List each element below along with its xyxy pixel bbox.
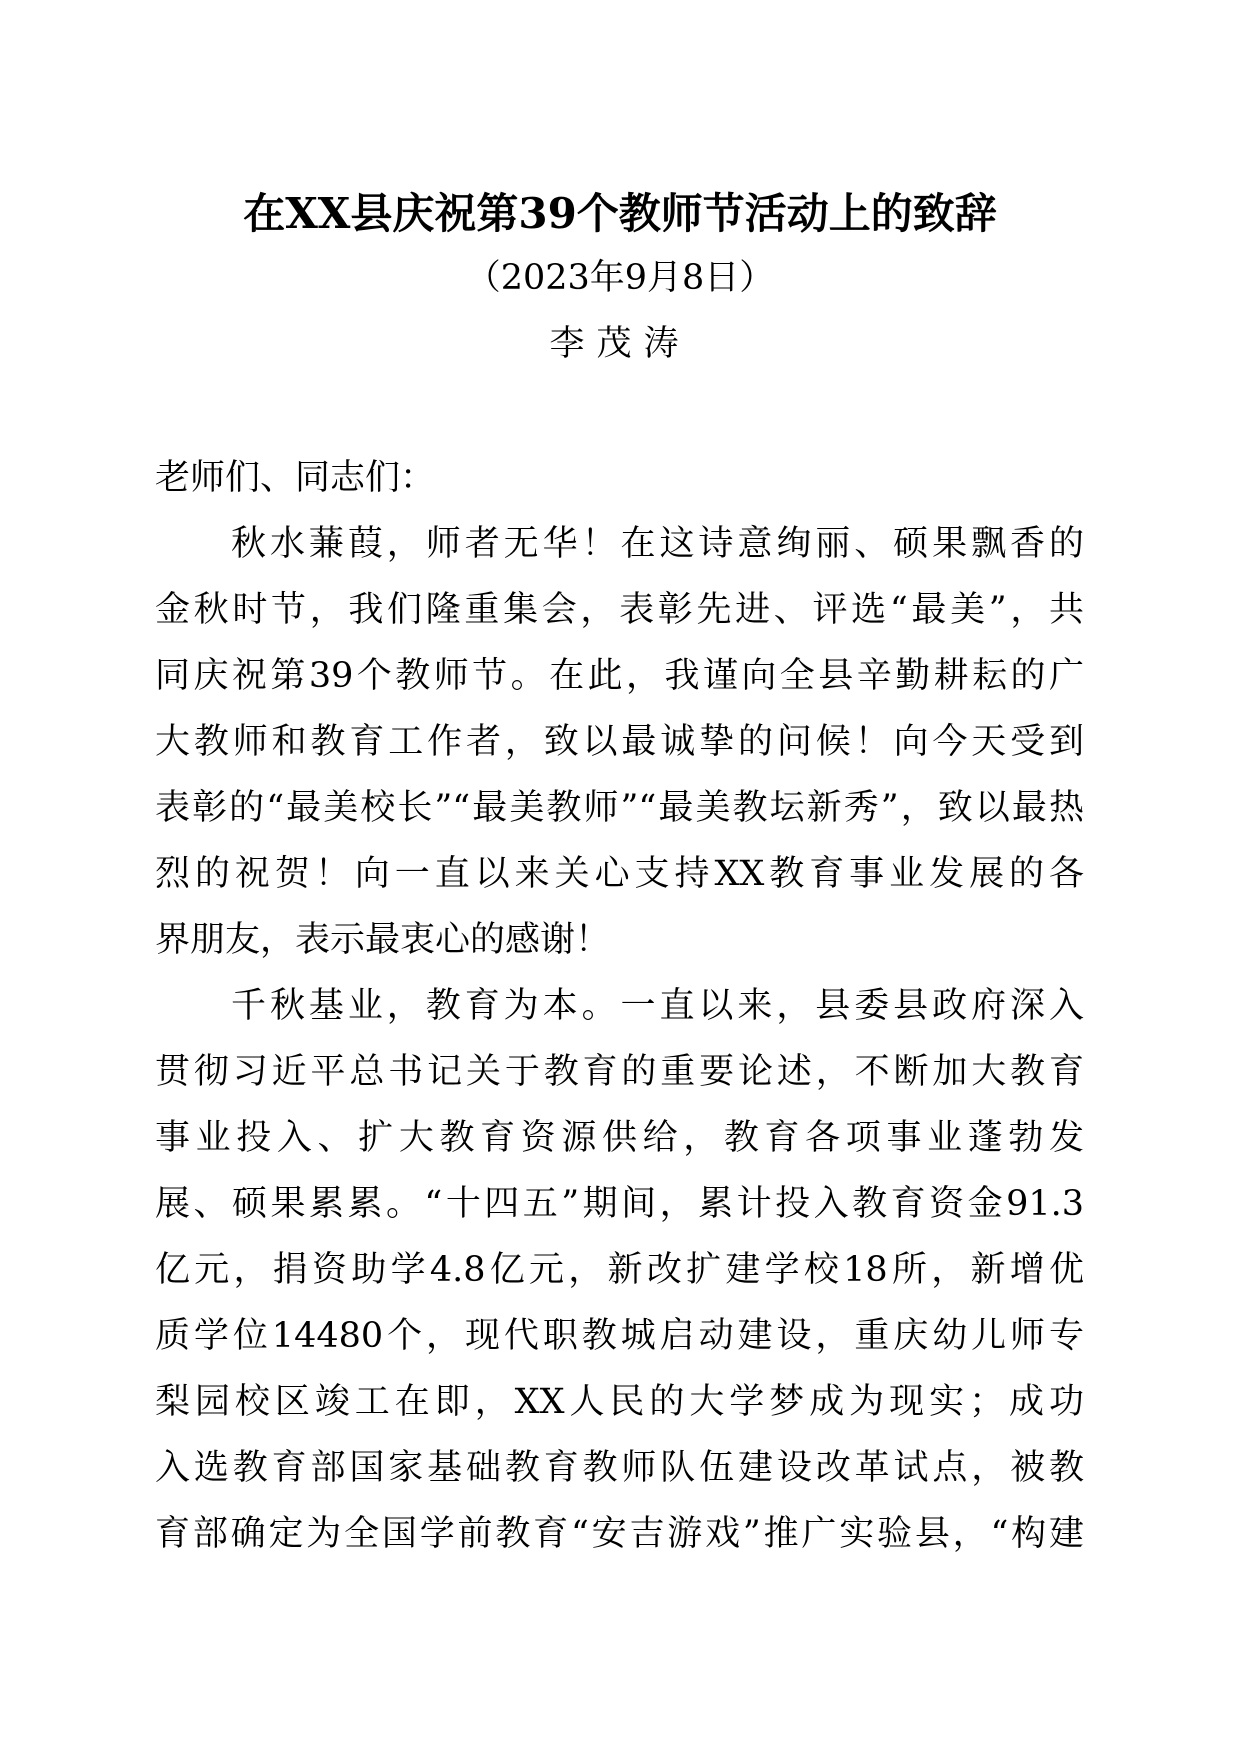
text-line: 展、硕果累累。“十四五”期间，累计投入教育资金91.3 — [155, 1184, 1084, 1224]
text-line: 育部确定为全国学前教育“安吉游戏”推广实验县，“构建 — [155, 1514, 1084, 1554]
text-line: 入选教育部国家基础教育教师队伍建设改革试点，被教 — [155, 1448, 1084, 1488]
document-date: （2023年9月8日） — [465, 258, 775, 298]
text-line: 事业投入、扩大教育资源供给，教育各项事业蓬勃发 — [155, 1118, 1084, 1158]
text-line: 大教师和教育工作者，致以最诚挚的问候！向今天受到 — [155, 722, 1084, 762]
text-line: 秋水蒹葭，师者无华！在这诗意绚丽、硕果飘香的 — [231, 524, 1084, 564]
document-title: 在XX县庆祝第39个教师节活动上的致辞 — [243, 189, 997, 238]
text-line: 界朋友，表示最衷心的感谢！ — [155, 920, 611, 960]
text-line: 同庆祝第39个教师节。在此，我谨向全县辛勤耕耘的广 — [155, 656, 1084, 696]
paragraph-1 — [155, 511, 1084, 973]
document-author: 李茂涛 — [549, 324, 691, 364]
text-line: 表彰的“最美校长”“最美教师”“最美教坛新秀”，致以最热 — [155, 788, 1084, 828]
text-line: 亿元，捐资助学4.8亿元，新改扩建学校18所，新增优 — [155, 1250, 1084, 1290]
text-line: 贯彻习近平总书记关于教育的重要论述，不断加大教育 — [155, 1052, 1084, 1092]
text-line: 梨园校区竣工在即，XX人民的大学梦成为现实；成功 — [155, 1382, 1084, 1422]
text-line: 烈的祝贺！向一直以来关心支持XX教育事业发展的各 — [155, 854, 1084, 894]
text-line: 千秋基业，教育为本。一直以来，县委县政府深入 — [231, 986, 1084, 1026]
salutation: 老师们、同志们： — [155, 458, 436, 498]
text-line: 质学位14480个，现代职教城启动建设，重庆幼儿师专 — [155, 1316, 1084, 1356]
document-body — [155, 445, 1084, 1567]
paragraph-2 — [155, 973, 1084, 1567]
text-line: 金秋时节，我们隆重集会，表彰先进、评选“最美”，共 — [155, 590, 1084, 630]
